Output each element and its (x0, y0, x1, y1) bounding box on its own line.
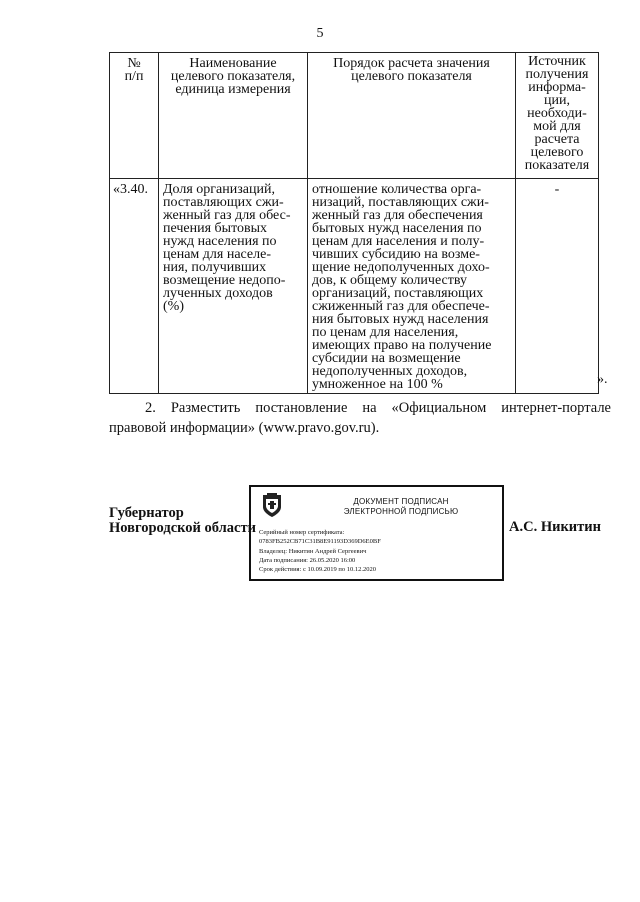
row-number-cell (110, 179, 159, 394)
header-cell-method (308, 53, 516, 179)
stamp-details (259, 528, 381, 574)
row-name-cell (159, 179, 308, 394)
row-method: отношение количества орга- низаций, поставляющих сжи- женный газ для обеспечения бытовых нужд населения по ценам для населения и полу- чивших субсидию на возме- щение недополученных дохо- дов, к общему количеству организаций, поставляющих сжиженный газ для обеспече- ния бытовых нужд населения по ценам для населения, имеющих право на получение субсидии на возмещение недополученных доходов, умноженное на 100 % (312, 182, 492, 392)
stamp-signed-date: Дата подписания: 26.05.2020 16:00 (259, 556, 356, 564)
closing-quote: ». (597, 372, 608, 387)
electronic-signature-stamp (249, 485, 504, 581)
table-row (110, 179, 599, 394)
row-source-cell (516, 179, 599, 394)
header-name-label: Наименование целевого показателя, единица измерения (170, 56, 296, 97)
stamp-cert-number: 0783FB252CB71C31B8E91193D369D6E0BF (259, 538, 381, 546)
indicators-table (109, 52, 599, 394)
stamp-title: ДОКУМЕНТ ПОДПИСАН ЭЛЕКТРОННОЙ ПОДПИСЬЮ (343, 497, 459, 516)
row-source: - (554, 182, 560, 197)
signatory-name: А.С. Никитин (509, 519, 601, 535)
stamp-cert-label: Серийный номер сертификата: (259, 529, 345, 536)
stamp-owner: Владелец: Никитин Андрей Сергеевич (259, 547, 367, 555)
row-method-cell (308, 179, 516, 394)
row-number: «3.40. (113, 182, 148, 197)
stamp-validity: Срок действия: с 10.09.2019 по 10.12.2020 (259, 566, 376, 574)
header-method-label: Порядок расчета значения целевого показателя (333, 56, 490, 84)
header-cell-name (159, 53, 308, 179)
body-paragraph: 2. Разместить постановление на «Официальном интернет-портале правовой информации» (www.pravo.gov.ru). (109, 400, 611, 436)
header-cell-source (516, 53, 599, 179)
row-name: Доля организаций, поставляющих сжи- женный газ для обес- печения бытовых нужд населения по ценам для населе- ния, получивших возмещение недопо- лученных доходов (%) (163, 182, 291, 314)
header-cell-number (110, 53, 159, 179)
table-header-row (110, 53, 599, 179)
header-number-label: № п/п (124, 56, 144, 84)
coat-of-arms-icon (261, 493, 283, 519)
signatory-position: Губернатор Новгородской области (109, 505, 256, 536)
header-source-label: Источник получения информа- ции, необходи- мой для расчета целевого показателя (524, 54, 590, 173)
page-number: 5 (316, 26, 324, 41)
